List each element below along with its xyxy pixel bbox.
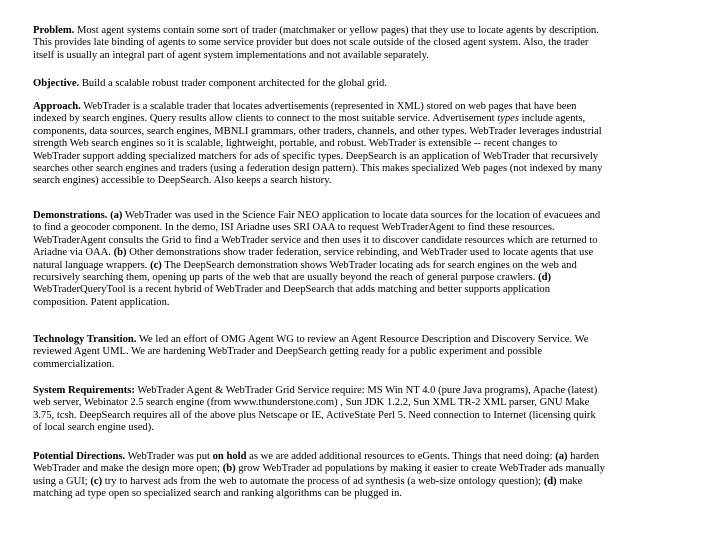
pd-line-3c: make: [556, 475, 583, 487]
pd-marker-c: (c): [90, 475, 103, 487]
demo-line-2: to find a geocoder component. In the demo, ISI Ariadne uses SRI OAA to request WebTraderAgent to find these resources.: [33, 222, 555, 234]
demonstrations-heading: Demonstrations.: [33, 210, 108, 221]
pd-marker-a: (a): [555, 451, 568, 462]
demo-line-5a: natural language wrappers.: [33, 259, 151, 271]
system-requirements-heading: System Requirements:: [33, 385, 135, 396]
pd-line-3b: try to harvest ads from the web to automate the process of ad synthesis (a web-size ontology question);: [102, 475, 544, 487]
system-requirements-section: [33, 385, 693, 435]
demo-line-7: WebTraderQueryTool is a recent hybrid of WebTrader and DeepSearch that adds matching and better supports application: [33, 284, 550, 296]
approach-line-6: searches other search engines and traders (using a federation design pattern). This makes specialized Web pages (not indexed by many: [33, 163, 603, 175]
potential-directions-section: [33, 451, 693, 501]
objective-text: Build a scalable robust trader component architected for the global grid.: [79, 78, 387, 89]
sysreq-line-3: 3.75, tcsh. DeepSearch requires all of the above plus Netscape or IE, ActiveState Perl 5. Need connection to Internet (licensing quirk: [33, 409, 596, 421]
pd-line-3a: using a GUI;: [33, 475, 91, 487]
pd-on-hold: on hold: [212, 451, 247, 462]
approach-line-1: WebTrader is a scalable trader that locates advertisements (represented in XML) stored on web pages that have been: [80, 101, 577, 112]
sysreq-line-2: web server, Webinator 2.5 search engine (from www.thunderstone.com) , Sun JDK 1.2.2, Sun XML TR-2 XML parser, GNU Make: [33, 397, 590, 409]
sysreq-line-4: of local search engine used).: [33, 422, 154, 434]
demo-line-6: recursively searching them, opening up parts of the web that are usually beyond the reach of general purpose crawlers.: [33, 272, 539, 284]
approach-line-2b: include agents,: [519, 113, 586, 125]
demo-line-4b: Other demonstrations show trader federation, service rebinding, and WebTrader used to locate agents that use: [126, 247, 594, 259]
pd-line-4: matching ad type open so specialized search and ranking algorithms can be plugged in.: [33, 488, 402, 500]
demonstrations-section: [33, 210, 693, 309]
approach-heading: Approach.: [33, 101, 81, 112]
tech-line-1: We led an effort of OMG Agent WG to review an Agent Resource Description and Discovery Service. We: [136, 334, 589, 345]
pd-marker-d: (d): [543, 475, 557, 487]
demo-marker-a: (a): [110, 210, 123, 221]
demo-line-5b: The DeepSearch demonstration shows WebTrader locating ads for search engines on the web and: [161, 259, 577, 271]
demo-line-3: WebTraderAgent consults the Grid to find a WebTrader service and then uses it to discover candidate resources which are returned to: [33, 234, 598, 246]
demo-marker-c: (c): [150, 259, 162, 271]
pd-line-1c: as we are added additional resources to eGents. Things that need doing:: [246, 451, 556, 462]
approach-line-2a: indexed by search engines. Query results allow clients to connect to the most suitable service. Advertisement: [33, 113, 498, 125]
problem-line-3: itself is usually an integral part of agent system implementations and not available separately.: [33, 49, 429, 61]
pd-line-2b: grow WebTrader ad populations by making it easier to create WebTrader ads manually: [235, 463, 605, 475]
demo-line-4a: Ariadne via OAA.: [33, 247, 114, 259]
problem-heading: Problem.: [33, 25, 75, 36]
potential-directions-heading: Potential Directions.: [33, 451, 126, 462]
tech-line-2: reviewed Agent UML. We are hardening WebTrader and DeepSearch getting ready for a public experiment and possible: [33, 346, 543, 358]
demo-line-8: composition. Patent application.: [33, 296, 170, 308]
technology-transition-section: [33, 334, 693, 371]
approach-line-4: strength Web search engines so it is scalable, lightweight, portable, and robust. WebTrader is extensible -- recent changes to: [33, 138, 558, 150]
approach-types-emphasis: types: [497, 113, 520, 125]
problem-line-1: Most agent systems contain some sort of trader (matchmaker or yellow pages) that they use to locate agents by description.: [74, 25, 599, 36]
technology-transition-heading: Technology Transition.: [33, 334, 137, 345]
approach-line-5: WebTrader support adding specialized matchers for ads of specific types. DeepSearch is an application of WebTrader that recursively: [33, 150, 599, 162]
pd-marker-b: (b): [222, 463, 236, 475]
demo-marker-b: (b): [113, 247, 127, 259]
objective-heading: Objective.: [33, 78, 80, 89]
approach-line-7: search engines) accessible to DeepSearch. Also keeps a search history.: [33, 175, 332, 187]
pd-line-2a: WebTrader and make the design more open;: [33, 463, 223, 475]
demo-line-1: WebTrader was used in the Science Fair NEO application to locate data sources for the location of evacuees and: [122, 210, 601, 221]
approach-line-3: components, data sources, search engines, MBNLI grammars, other traders, channels, and other types. WebTrader leverages industrial: [33, 125, 602, 137]
objective-section: [33, 78, 693, 90]
pd-line-1a: WebTrader was put: [125, 451, 213, 462]
tech-line-3: commercialization.: [33, 358, 115, 370]
problem-section: [33, 25, 693, 62]
sysreq-line-1: WebTrader Agent & WebTrader Grid Service require: MS Win NT 4.0 (pure Java programs), Apache (latest): [134, 385, 598, 396]
demo-marker-d: (d): [538, 272, 552, 284]
approach-section: [33, 101, 693, 188]
problem-line-2: This provides late binding of agents to some service provider but does not scale outside of the closed agent system. Also, the trader: [33, 37, 589, 49]
pd-line-1d: harden: [567, 451, 600, 462]
